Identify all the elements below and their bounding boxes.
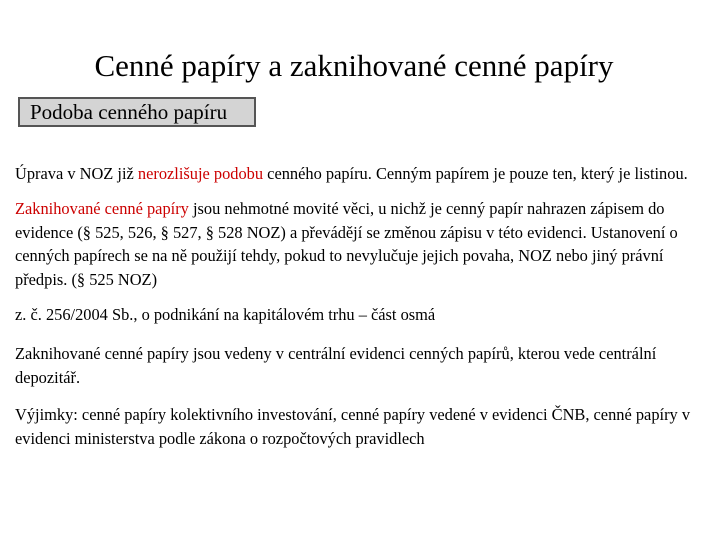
paragraph-nonrecognition [15, 162, 705, 186]
paragraph-central-register: Zaknihované cenné papíry jsou vedeny v centrální evidenci cenných papírů, kterou vede centrální depozitář. [15, 343, 657, 387]
subtitle-text: Podoba cenného papíru [30, 100, 228, 124]
paragraph-book-entry-definition [15, 197, 705, 292]
highlight-text: Zaknihované cenné papíry [15, 198, 189, 218]
slide-title: Cenné papíry a zaknihované cenné papíry [94, 48, 614, 83]
subtitle-box [18, 97, 256, 127]
paragraph-capital-market-act: z. č. 256/2004 Sb., o podnikání na kapitálovém trhu – část osmá [15, 304, 436, 324]
highlight-text: nerozlišuje podobu [137, 164, 264, 183]
paragraph-text: jsou nehmotné movité věci, u nichž je cenný papír nahrazen zápisem do evidence (§ 525, 526, § 527, § 528 NOZ) a převádějí se změnou zápisu v této evidenci. Ustanovení o cenných papírech se na ně použijí tehdy, pokud to nevylučuje jejich povaha, NOZ nebo jiný právní předpis. (§ 525 NOZ) [15, 198, 678, 290]
paragraph-text: Úprava v NOZ již [15, 164, 138, 183]
content-body [15, 162, 705, 451]
paragraph-text: cenného papíru. Cenným papírem je pouze ten, který je listinou. [263, 164, 688, 183]
paragraph-exceptions: Výjimky: cenné papíry kolektivního investování, cenné papíry vedené v evidenci ČNB, cenné papíry v evidenci ministerstva podle zákona o rozpočtových pravidlech [15, 405, 691, 449]
